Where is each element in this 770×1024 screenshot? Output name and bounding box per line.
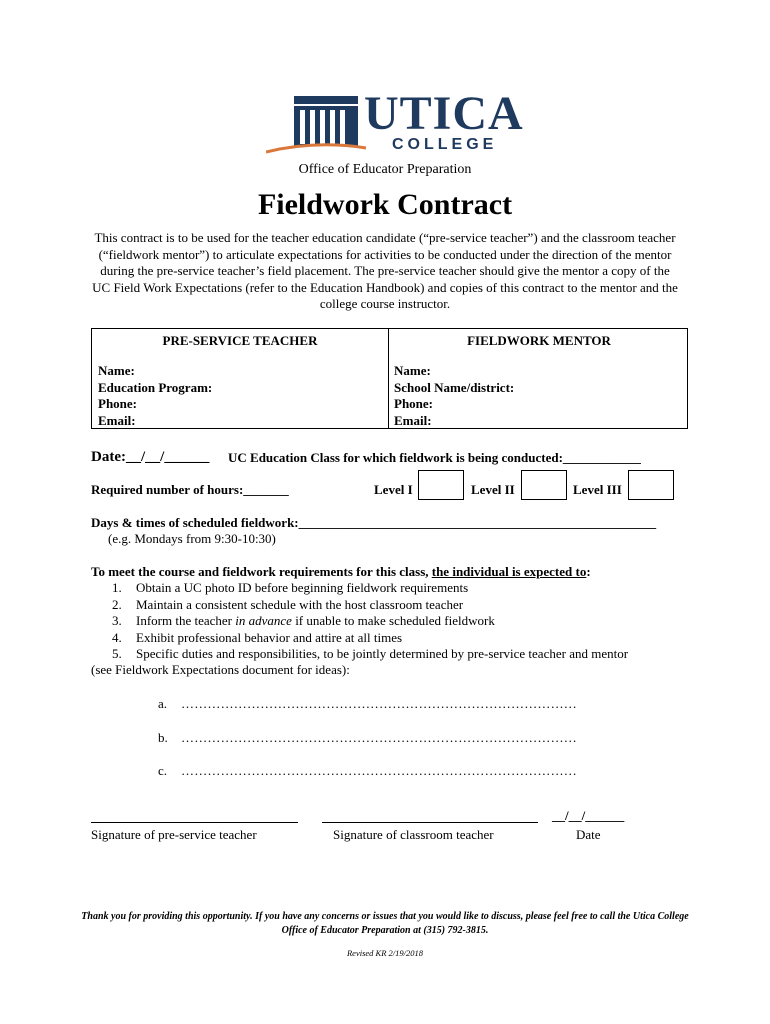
preservice-header: PRE-SERVICE TEACHER bbox=[162, 333, 318, 348]
preservice-program-field[interactable]: Education Program: bbox=[98, 379, 213, 395]
level-3-label: Level III bbox=[573, 482, 622, 497]
list-item: 2. Maintain a consistent schedule with the host classroom teacher bbox=[112, 596, 464, 612]
requirements-intro-underlined: the individual is expected to bbox=[431, 564, 587, 579]
level-3-checkbox[interactable] bbox=[628, 470, 674, 500]
level-1-label: Level I bbox=[374, 482, 413, 497]
mentor-school-field[interactable]: School Name/district: bbox=[394, 379, 515, 395]
days-times-field[interactable]: Days & times of scheduled fieldwork:_______________________________________________________ bbox=[91, 515, 657, 530]
preservice-email-field[interactable]: Email: bbox=[98, 412, 136, 428]
blank-c-letter: c. bbox=[158, 763, 168, 778]
blank-b-letter: b. bbox=[158, 730, 168, 745]
page-title: Fieldwork Contract bbox=[257, 188, 513, 221]
thanks-note: Thank you for providing this opportunity. If you have any concerns or issues that you would like to discuss, please feel free to call the Utica College Office of Educator Preparation at (315) 792-3815. bbox=[81, 911, 689, 936]
mentor-header: FIELDWORK MENTOR bbox=[467, 333, 611, 348]
signature-date-field[interactable]: __/__/______ bbox=[552, 808, 625, 823]
list-item: 3. Inform the teacher in advance if unable to make scheduled fieldwork bbox=[112, 613, 495, 628]
mentor-fields bbox=[394, 363, 514, 429]
requirements-list bbox=[112, 580, 628, 663]
orange-swoosh bbox=[266, 145, 366, 152]
required-hours-field[interactable]: Required number of hours:_______ bbox=[91, 482, 289, 497]
uc-class-field[interactable]: UC Education Class for which fieldwork is being conducted:____________ bbox=[228, 450, 641, 465]
classroom-signature-label: Signature of classroom teacher bbox=[333, 827, 494, 842]
info-table bbox=[91, 328, 688, 429]
classroom-signature-line[interactable] bbox=[322, 822, 538, 823]
requirements-intro bbox=[91, 564, 591, 580]
office-name: Office of Educator Preparation bbox=[298, 162, 472, 177]
mentor-name-field[interactable]: Name: bbox=[394, 363, 431, 378]
preservice-signature-label: Signature of pre-service teacher bbox=[91, 827, 257, 842]
level-2-label: Level II bbox=[471, 482, 515, 497]
logo-subtitle: COLLEGE bbox=[392, 136, 498, 153]
preservice-name-field[interactable]: Name: bbox=[98, 363, 135, 378]
list-item: 1. Obtain a UC photo ID before beginning fieldwork requirements bbox=[112, 580, 469, 595]
mentor-phone-field[interactable]: Phone: bbox=[394, 396, 433, 411]
blank-b-line[interactable]: ……………………………………………………………………………… bbox=[181, 730, 577, 745]
blank-a-letter: a. bbox=[158, 696, 168, 711]
preservice-phone-field[interactable]: Phone: bbox=[98, 396, 137, 411]
level-2-checkbox[interactable] bbox=[521, 470, 567, 500]
intro-paragraph: This contract is to be used for the teacher education candidate (“pre-service teacher”) and the classroom teacher (“fieldwork mentor”) to articulate expectations for activities to be conducted under the direction of the mentor during the pre-service teacher’s field placement. The pre-service teacher should give the mentor a copy of the UC Field Work Expectations (refer to the Education Handbook) and copies of this contract to the mentor and the college course instructor. bbox=[92, 230, 678, 311]
requirements-intro-text: To meet the course and fieldwork requirements for this class, bbox=[91, 564, 432, 579]
days-example: (e.g. Mondays from 9:30-10:30) bbox=[108, 531, 276, 546]
signature-date-label: Date bbox=[576, 827, 601, 842]
revision-note: Revised KR 2/19/2018 bbox=[346, 948, 423, 958]
blank-a-line[interactable]: ……………………………………………………………………………… bbox=[181, 696, 577, 711]
logo-wordmark: UTICA bbox=[364, 87, 524, 140]
list-item: 5. Specific duties and responsibilities, to be jointly determined by pre-service teacher and mentor bbox=[112, 646, 629, 661]
requirements-see-note: (see Fieldwork Expectations document for ideas): bbox=[91, 662, 350, 677]
preservice-fields bbox=[98, 363, 212, 429]
columns-icon bbox=[294, 96, 358, 146]
list-item: 4. Exhibit professional behavior and attire at all times bbox=[112, 629, 403, 645]
level-1-checkbox[interactable] bbox=[418, 470, 464, 500]
date-field[interactable]: Date:__/__/______ bbox=[91, 449, 210, 465]
blank-c-line[interactable]: ……………………………………………………………………………… bbox=[181, 763, 577, 778]
mentor-email-field[interactable]: Email: bbox=[394, 412, 432, 428]
preservice-signature-line[interactable] bbox=[91, 822, 298, 823]
requirements-intro-end: : bbox=[586, 564, 591, 579]
